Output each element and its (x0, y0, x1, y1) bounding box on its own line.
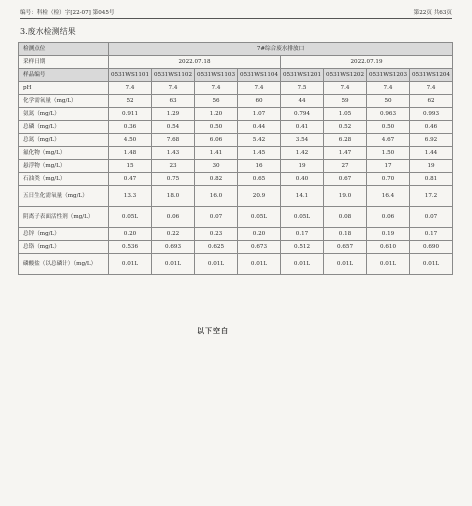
value-cell: 0.82 (195, 173, 238, 186)
value-cell: 0.81 (410, 173, 453, 186)
value-cell: 13.3 (109, 186, 152, 207)
value-cell: 0.17 (410, 228, 453, 241)
value-cell: 0.36 (109, 121, 152, 134)
value-cell: 0.41 (281, 121, 324, 134)
value-cell: 27 (324, 160, 367, 173)
measurement-row (19, 173, 453, 186)
value-cell: 19 (410, 160, 453, 173)
value-cell: 0.01L (109, 254, 152, 275)
value-cell: 23 (152, 160, 195, 173)
parameter-label: 总氮（mg/L） (19, 134, 109, 147)
value-cell: 0.690 (410, 241, 453, 254)
value-cell: 0.05L (281, 207, 324, 228)
value-cell: 0.75 (152, 173, 195, 186)
measurement-row (19, 186, 453, 207)
value-cell: 0.01L (195, 254, 238, 275)
parameter-label: 氨氮（mg/L） (19, 108, 109, 121)
value-cell: 0.07 (195, 207, 238, 228)
value-cell: 0.06 (367, 207, 410, 228)
value-cell: 0.18 (324, 228, 367, 241)
value-cell: 0.993 (410, 108, 453, 121)
value-cell: 16.0 (195, 186, 238, 207)
wastewater-results-table (18, 42, 453, 275)
sample-id-cell: 0531WS1204 (410, 69, 453, 82)
measurement-row (19, 241, 453, 254)
date-cell: 2022.07.19 (281, 56, 453, 69)
value-cell: 52 (109, 95, 152, 108)
value-cell: 20.9 (238, 186, 281, 207)
value-cell: 0.44 (238, 121, 281, 134)
value-cell: 7.4 (324, 82, 367, 95)
measurement-row (19, 121, 453, 134)
value-cell: 4.67 (367, 134, 410, 147)
value-cell: 0.01L (281, 254, 324, 275)
value-cell: 0.54 (152, 121, 195, 134)
parameter-label: 总磷（mg/L） (19, 121, 109, 134)
value-cell: 7.4 (152, 82, 195, 95)
value-cell: 5.42 (238, 134, 281, 147)
value-cell: 1.41 (195, 147, 238, 160)
measurement-row (19, 82, 453, 95)
sample-id-row (19, 69, 453, 82)
value-cell: 1.45 (238, 147, 281, 160)
date-row (19, 56, 453, 69)
value-cell: 0.657 (324, 241, 367, 254)
value-cell: 0.46 (410, 121, 453, 134)
value-cell: 0.512 (281, 241, 324, 254)
sample-id-cell: 0531WS1103 (195, 69, 238, 82)
value-cell: 7.4 (195, 82, 238, 95)
value-cell: 7.5 (281, 82, 324, 95)
value-cell: 6.06 (195, 134, 238, 147)
value-cell: 0.01L (238, 254, 281, 275)
value-cell: 0.17 (281, 228, 324, 241)
value-cell: 19 (281, 160, 324, 173)
value-cell: 0.70 (367, 173, 410, 186)
parameter-label: 化学需氧量（mg/L） (19, 95, 109, 108)
measurement-row (19, 95, 453, 108)
value-cell: 0.911 (109, 108, 152, 121)
value-cell: 1.47 (324, 147, 367, 160)
value-cell: 17.2 (410, 186, 453, 207)
measurement-row (19, 228, 453, 241)
sample-id-cell: 0531WS1202 (324, 69, 367, 82)
date-cell: 2022.07.18 (109, 56, 281, 69)
value-cell: 16 (238, 160, 281, 173)
measurement-row (19, 207, 453, 228)
value-cell: 0.50 (195, 121, 238, 134)
parameter-label: 悬浮物（mg/L） (19, 160, 109, 173)
value-cell: 0.67 (324, 173, 367, 186)
value-cell: 7.4 (410, 82, 453, 95)
sample-id-cell: 0531WS1201 (281, 69, 324, 82)
value-cell: 0.536 (109, 241, 152, 254)
value-cell: 0.01L (152, 254, 195, 275)
value-cell: 0.05L (109, 207, 152, 228)
section-title: 3.废水检测结果 (20, 27, 76, 36)
header-divider (20, 18, 452, 19)
value-cell: 7.4 (367, 82, 410, 95)
location-value: 7#综合废水排放口 (109, 43, 453, 56)
value-cell: 15 (109, 160, 152, 173)
value-cell: 63 (152, 95, 195, 108)
value-cell: 7.4 (109, 82, 152, 95)
measurement-row (19, 254, 453, 275)
measurement-row (19, 134, 453, 147)
value-cell: 0.40 (281, 173, 324, 186)
location-row (19, 43, 453, 56)
value-cell: 0.01L (410, 254, 453, 275)
sample-id-cell: 0531WS1101 (109, 69, 152, 82)
value-cell: 1.43 (152, 147, 195, 160)
value-cell: 18.0 (152, 186, 195, 207)
value-cell: 0.65 (238, 173, 281, 186)
value-cell: 30 (195, 160, 238, 173)
parameter-label: 总铬（mg/L） (19, 241, 109, 254)
value-cell: 19.0 (324, 186, 367, 207)
table-body (19, 43, 453, 275)
value-cell: 6.92 (410, 134, 453, 147)
value-cell: 0.07 (410, 207, 453, 228)
date-label: 采样日期 (19, 56, 109, 69)
value-cell: 0.22 (152, 228, 195, 241)
parameter-label: pH (19, 82, 109, 95)
value-cell: 44 (281, 95, 324, 108)
page-header (20, 6, 452, 17)
value-cell: 1.50 (367, 147, 410, 160)
value-cell: 59 (324, 95, 367, 108)
value-cell: 4.50 (109, 134, 152, 147)
value-cell: 0.625 (195, 241, 238, 254)
parameter-label: 磷酸盐（以总磷计）（mg/L） (19, 254, 109, 275)
value-cell: 0.19 (367, 228, 410, 241)
value-cell: 7.4 (238, 82, 281, 95)
value-cell: 1.48 (109, 147, 152, 160)
sample-id-label: 样品编号 (19, 69, 109, 82)
value-cell: 0.693 (152, 241, 195, 254)
sample-id-cell: 0531WS1102 (152, 69, 195, 82)
value-cell: 1.44 (410, 147, 453, 160)
parameter-label: 氟化物（mg/L） (19, 147, 109, 160)
page-info: 第22页 共63页 (413, 10, 452, 16)
blank-below-stamp: 以下空白 (197, 326, 229, 335)
value-cell: 1.29 (152, 108, 195, 121)
sample-id-cell: 0531WS1104 (238, 69, 281, 82)
value-cell: 1.20 (195, 108, 238, 121)
value-cell: 0.01L (367, 254, 410, 275)
value-cell: 62 (410, 95, 453, 108)
value-cell: 0.50 (367, 121, 410, 134)
location-label: 检测点位 (19, 43, 109, 56)
value-cell: 0.673 (238, 241, 281, 254)
value-cell: 0.05L (238, 207, 281, 228)
value-cell: 0.08 (324, 207, 367, 228)
measurement-row (19, 108, 453, 121)
value-cell: 60 (238, 95, 281, 108)
value-cell: 0.20 (109, 228, 152, 241)
parameter-label: 阴离子表面活性剂（mg/L） (19, 207, 109, 228)
parameter-label: 五日生化需氧量（mg/L） (19, 186, 109, 207)
value-cell: 16.4 (367, 186, 410, 207)
value-cell: 1.07 (238, 108, 281, 121)
measurement-row (19, 147, 453, 160)
value-cell: 0.610 (367, 241, 410, 254)
value-cell: 56 (195, 95, 238, 108)
sample-id-cell: 0531WS1203 (367, 69, 410, 82)
measurement-row (19, 160, 453, 173)
value-cell: 0.963 (367, 108, 410, 121)
value-cell: 6.28 (324, 134, 367, 147)
value-cell: 1.42 (281, 147, 324, 160)
value-cell: 0.794 (281, 108, 324, 121)
report-number: 编号：科检（检）字[22-07] 第045号 (20, 10, 115, 16)
value-cell: 14.1 (281, 186, 324, 207)
value-cell: 0.06 (152, 207, 195, 228)
value-cell: 50 (367, 95, 410, 108)
value-cell: 0.01L (324, 254, 367, 275)
value-cell: 0.20 (238, 228, 281, 241)
parameter-label: 石油类（mg/L） (19, 173, 109, 186)
value-cell: 17 (367, 160, 410, 173)
value-cell: 7.68 (152, 134, 195, 147)
value-cell: 0.23 (195, 228, 238, 241)
value-cell: 0.52 (324, 121, 367, 134)
value-cell: 3.54 (281, 134, 324, 147)
value-cell: 1.05 (324, 108, 367, 121)
value-cell: 0.47 (109, 173, 152, 186)
parameter-label: 总锌（mg/L） (19, 228, 109, 241)
